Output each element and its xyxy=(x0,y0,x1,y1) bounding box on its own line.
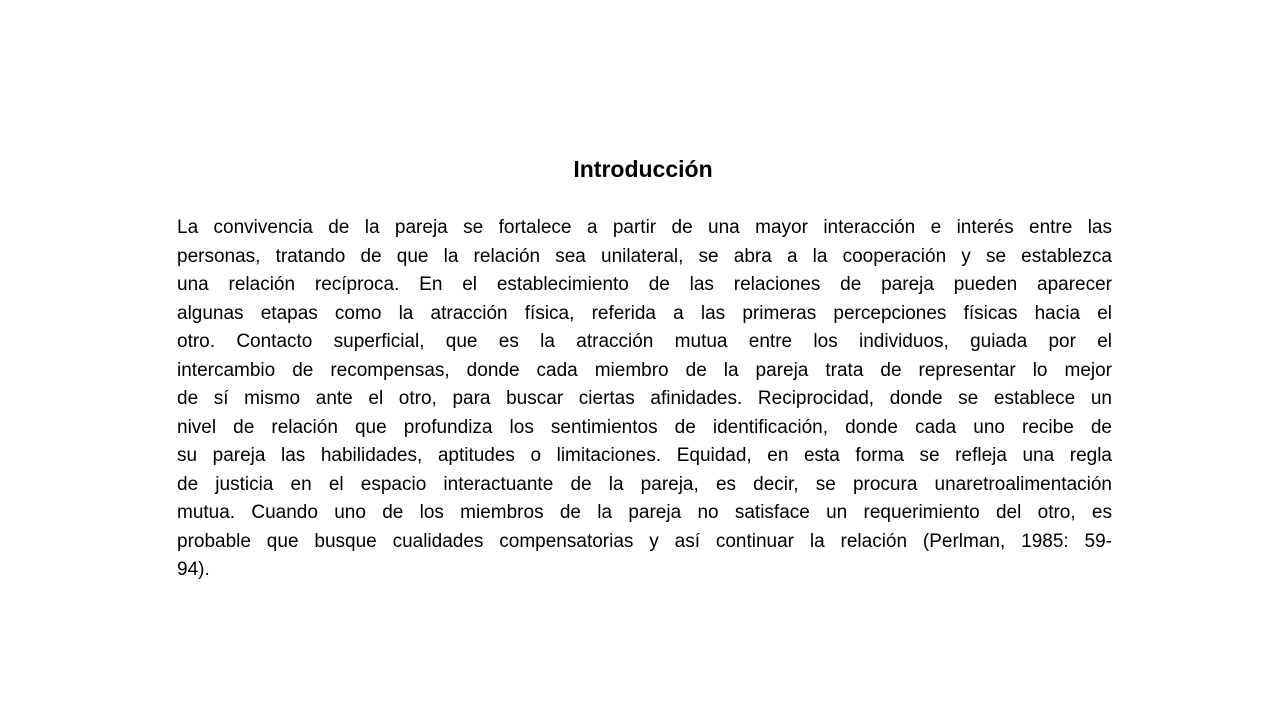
paragraph-line: de justicia en el espacio interactuante de la pareja, es decir, se procura unaretroalimentación xyxy=(177,473,1112,495)
paragraph-line: otro. Contacto superficial, que es la atracción mutua entre los individuos, guiada por el xyxy=(177,331,1112,352)
paragraph-line: de sí mismo ante el otro, para buscar ciertas afinidades. Reciprocidad, donde se establece un xyxy=(177,388,1112,409)
paragraph-line: algunas etapas como la atracción física, referida a las primeras percepciones físicas hacia el xyxy=(177,302,1112,324)
paragraph-line: 94). xyxy=(177,559,210,580)
paragraph-line: su pareja las habilidades, aptitudes o limitaciones. Equidad, en esta forma se refleja una regla xyxy=(177,445,1112,466)
paragraph-line: una relación recíproca. En el establecimiento de las relaciones de pareja pueden aparecer xyxy=(177,274,1112,295)
paragraph-line: La convivencia de la pareja se fortalece a partir de una mayor interacción e interés entre las xyxy=(177,217,1112,238)
paragraph-line: probable que busque cualidades compensatorias y así continuar la relación (Perlman, 1985: 59- xyxy=(177,530,1112,552)
paragraph-line: mutua. Cuando uno de los miembros de la pareja no satisface un requerimiento del otro, es xyxy=(177,502,1112,523)
body-paragraph xyxy=(177,214,1112,585)
paragraph-line: nivel de relación que profundiza los sentimientos de identificación, donde cada uno recibe de xyxy=(177,416,1112,438)
paragraph-line: intercambio de recompensas, donde cada miembro de la pareja trata de representar lo mejor xyxy=(177,359,1112,381)
slide-title: Introducción xyxy=(573,156,713,182)
paragraph-line: personas, tratando de que la relación sea unilateral, se abra a la cooperación y se establezca xyxy=(177,245,1112,267)
